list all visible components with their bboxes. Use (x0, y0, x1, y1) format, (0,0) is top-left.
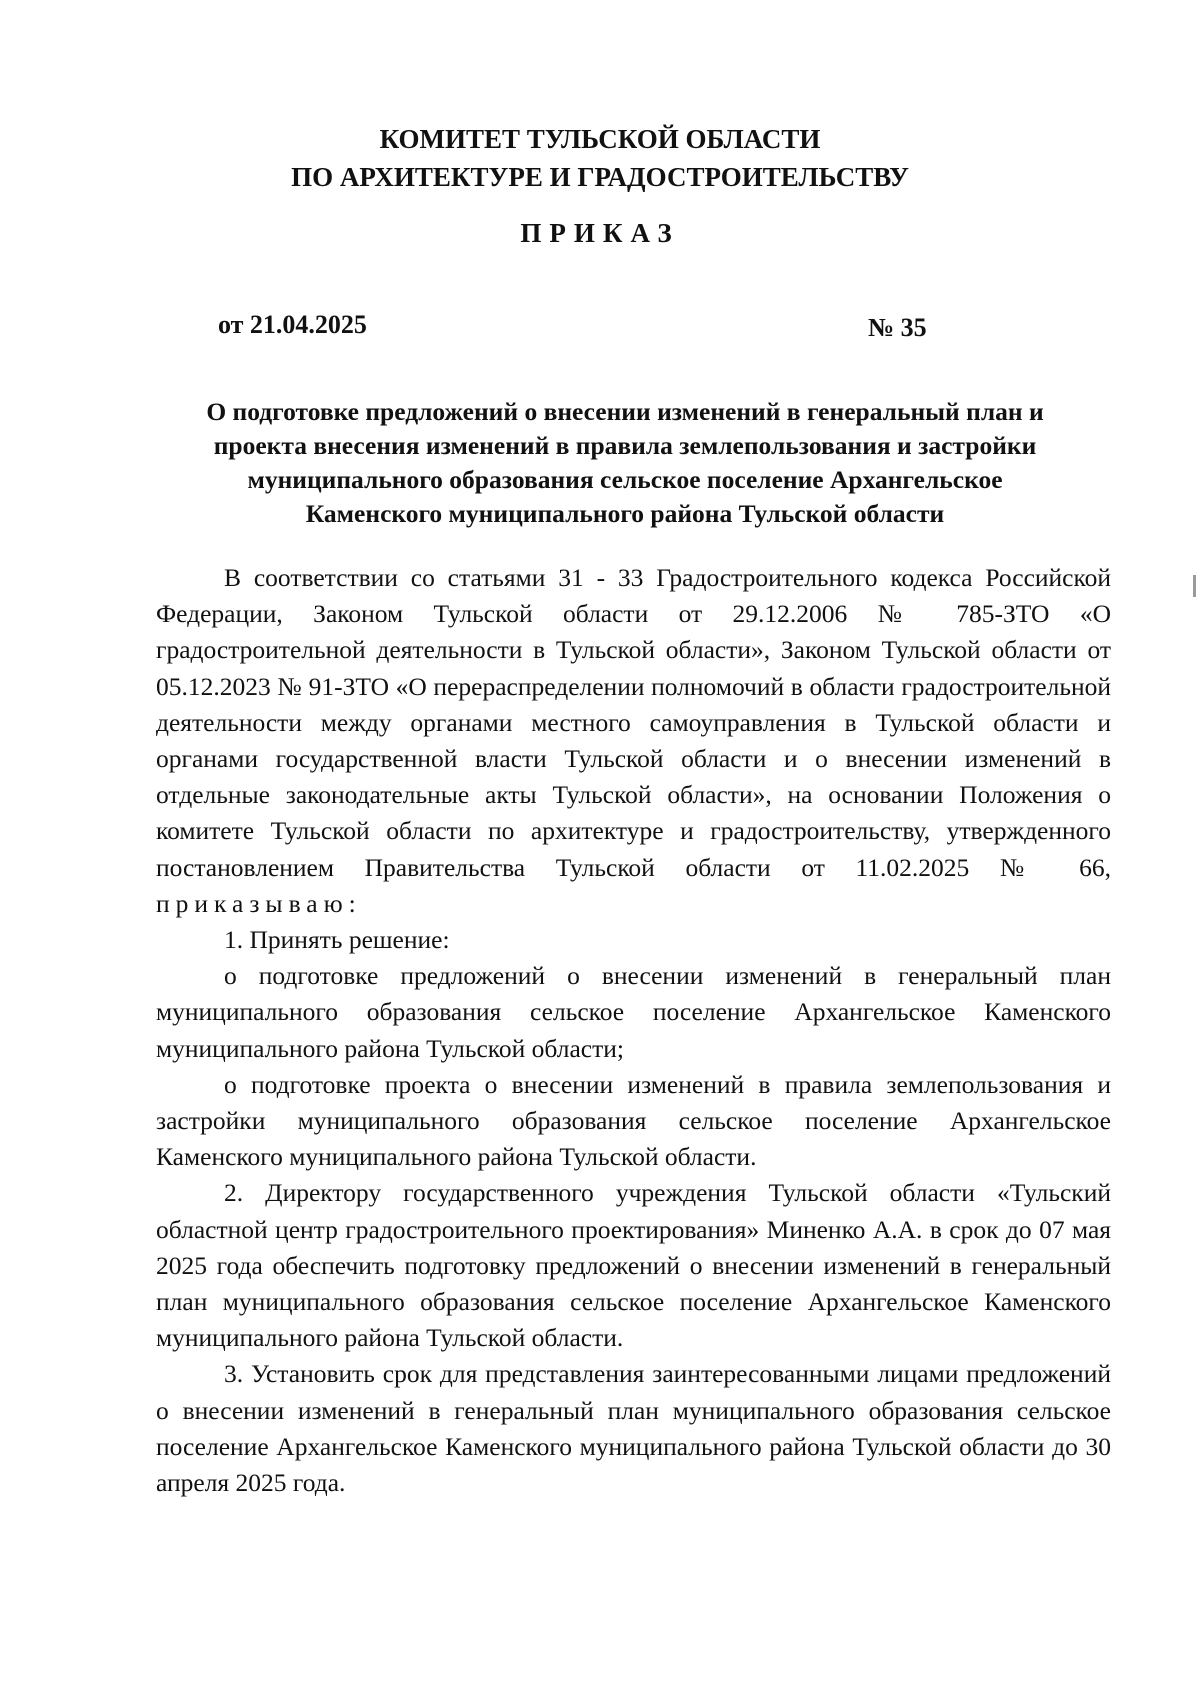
document-number: № 35 (868, 313, 927, 342)
subject-line-1: О подготовке предложений о внесении изменений в генеральный план и (206, 397, 1044, 426)
order-word: приказываю: (156, 888, 362, 918)
item-2-paragraph: 2. Директору государственного учреждения Тульской области «Тульский областной центр градостроительного проектирования» Миненко А.А. в срок до 07 мая 2025 года обеспечить подготовку предложений о внесении изменений в генеральный план муниципального образования сельское поселение Архангельское Каменского муниципального района Тульской области. (156, 1178, 1111, 1353)
item-3-paragraph: 3. Установить срок для представления заинтересованными лицами предложений о внесении изменений в генеральный план муниципального образования сельское поселение Архангельское Каменского муниципального района Тульской области до 30 апреля 2025 года. (156, 1359, 1111, 1498)
subject-line-4: Каменского муниципального района Тульской области (305, 499, 945, 528)
subject-line-2: проекта внесения изменений в правила землепользования и застройки (213, 431, 1037, 460)
document-type-title: ПРИКАЗ (520, 218, 680, 248)
subject-line-3: муниципального образования сельское поселение Архангельское (247, 465, 1003, 494)
item-1-paragraph: 1. Принять решение: (224, 925, 450, 955)
scan-artifact (1193, 575, 1196, 597)
document-subject (150, 395, 1100, 531)
organization-line-2: ПО АРХИТЕКТУРЕ И ГРАДОСТРОИТЕЛЬСТВУ (291, 162, 909, 192)
document-date: от 21.04.2025 (218, 310, 367, 339)
preamble-paragraph (156, 560, 1111, 922)
item-1a-paragraph: о подготовке предложений о внесении изменений в генеральный план муниципального образования сельское поселение Архангельское Каменского муниципального района Тульской области; (156, 961, 1111, 1063)
organization-name (0, 120, 1200, 196)
item-1b-paragraph: о подготовке проекта о внесении изменений в правила землепользования и застройки муниципального образования сельское поселение Архангельское Каменского муниципального района Тульской области. (156, 1069, 1111, 1172)
organization-line-1: КОМИТЕТ ТУЛЬСКОЙ ОБЛАСТИ (379, 124, 821, 154)
preamble-text: В соответствии со статьями 31 - 33 Градостроительного кодекса Российской Федерации, Законом Тульской области от 29.12.2006 № 785-ЗТО «О градостроительной деятельности в Тульской области», Законом Тульской области от 05.12.2023 № 91-ЗТО «О перераспределении полномочий в области градостроительной деятельности между органами местного самоуправления в Тульской области и органами государственной власти Тульской области и о внесении изменений в отдельные законодательные акты Тульской области», на основании Положения о комитете Тульской области по архитектуре и градостроительству, утвержденного постановлением Правительства Тульской области от 11.02.2025 № 66, (156, 563, 1111, 882)
document-body (156, 560, 1111, 1501)
